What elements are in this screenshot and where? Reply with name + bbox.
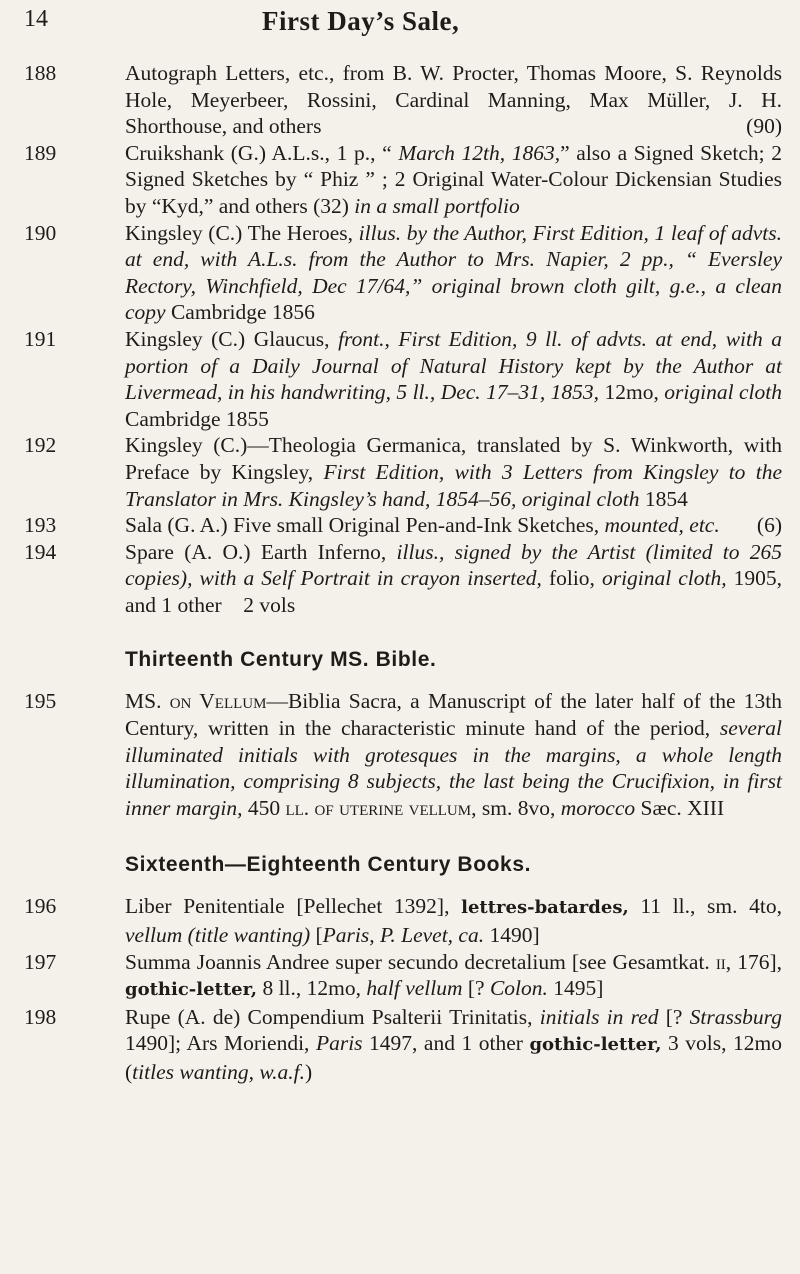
lot-description: Spare (A. O.) Earth Inferno, illus., signed by the Artist (limited to 265 copies), with a Self Portrait in crayon inserted, folio, original cloth, 1905, and 1 other 2 vols [125, 539, 783, 617]
lot-number: 193 [24, 513, 57, 538]
lot-number: 189 [24, 140, 57, 165]
running-title: First Day’s Sale, [262, 6, 460, 36]
lot-number: 188 [24, 61, 57, 85]
lot-quantity: (6) [756, 513, 782, 538]
lot-entry [24, 539, 782, 619]
lot-entry [24, 432, 782, 512]
lot-description: Summa Joannis Andree super secundo decretalium [see Gesamtkat. ii, 176], gothic-letter, 8 ll., 12mo, half vellum [? Colon. 1495] [125, 949, 782, 1001]
section-heading-thirteenth-century: Thirteenth Century MS. Bible. [125, 648, 437, 672]
lot-number: 198 [24, 1004, 57, 1029]
lot-number: 192 [24, 433, 57, 458]
lot-quantity: (90) [746, 114, 782, 139]
lot-number: 191 [24, 326, 57, 351]
lot-entry [24, 220, 782, 326]
lot-number: 195 [24, 689, 57, 714]
lot-entry [24, 1004, 782, 1086]
lot-description: Kingsley (C.) Glaucus, front., First Edition, 9 ll. of advts. at end, with a portion of a Daily Journal of Natural History kept by the Author at Livermead, in his handwriting, 5 ll., Dec. 17–31, 1853, 12mo, original cloth Cambridge 1855 [125, 326, 782, 431]
lot-entry [24, 512, 782, 539]
lot-description: Autograph Letters, etc., from B. W. Procter, Thomas Moore, S. Reynolds Hole, Meyerbeer, Rossini, Cardinal Manning, Max Müller, J. H. Shorthouse, and others (90) [125, 61, 782, 139]
page-header [24, 6, 782, 46]
lot-list-1 [24, 60, 782, 618]
lot-description: Cruikshank (G.) A.L.s., 1 p., “ March 12th, 1863,” also a Signed Sketch; 2 Signed Sketches by “ Phiz ” ; 2 Original Water-Colour Dickensian Studies by “Kyd,” and others (32) in a small portfolio [125, 140, 782, 218]
lot-entry [24, 60, 782, 140]
lot-entry [24, 140, 782, 220]
lot-number: 196 [24, 894, 57, 919]
lot-number: 197 [24, 949, 57, 974]
lot-description: Rupe (A. de) Compendium Psalterii Trinitatis, initials in red [? Strassburg 1490]; Ars Moriendi, Paris 1497, and 1 other gothic-letter, 3 vols, 12mo (titles wanting, w.a.f.) [125, 1004, 783, 1084]
lot-description: Kingsley (C.)—Theologia Germanica, translated by S. Winkworth, with Preface by Kingsley, First Edition, with 3 Letters from Kingsley to the Translator in Mrs. Kingsley’s hand, 1854–56, original cloth 1854 [125, 433, 782, 511]
page-number: 14 [24, 6, 48, 32]
lot-number: 194 [24, 539, 57, 564]
lot-description: Sala (G. A.) Five small Original Pen-and-Ink Sketches, mounted, etc. (6) [125, 513, 782, 538]
lot-description: Liber Penitentiale [Pellechet 1392], lettres-batardes, 11 ll., sm. 4to, vellum (title wanting) [Paris, P. Levet, ca. 1490] [125, 894, 782, 948]
lot-number: 190 [24, 220, 57, 245]
catalogue-body [24, 60, 782, 1086]
lot-entry [24, 688, 782, 821]
lot-list-3 [24, 893, 782, 1085]
lot-description: Kingsley (C.) The Heroes, illus. by the Author, First Edition, 1 leaf of advts. at end, with A.L.s. from the Author to Mrs. Napier, 2 pp., “ Eversley Rectory, Winchfield, Dec 17/64,” original brown cloth gilt, g.e., a clean copy Cambridge 1856 [125, 220, 783, 325]
lot-list-2 [24, 688, 782, 821]
lot-entry [24, 949, 782, 1004]
lot-entry [24, 893, 782, 948]
lot-description: MS. on Vellum—Biblia Sacra, a Manuscript of the later half of the 13th Century, written in the characteristic minute hand of the period, several illuminated initials with grotesques in the margins, a whole length illumination, comprising 8 subjects, the last being the Crucifixion, in first inner margin, 450 ll. of uterine vellum, sm. 8vo, morocco Sæc. XIII [125, 689, 782, 820]
lot-entry [24, 326, 782, 432]
section-heading-sixteenth-eighteenth: Sixteenth—Eighteenth Century Books. [125, 853, 532, 877]
